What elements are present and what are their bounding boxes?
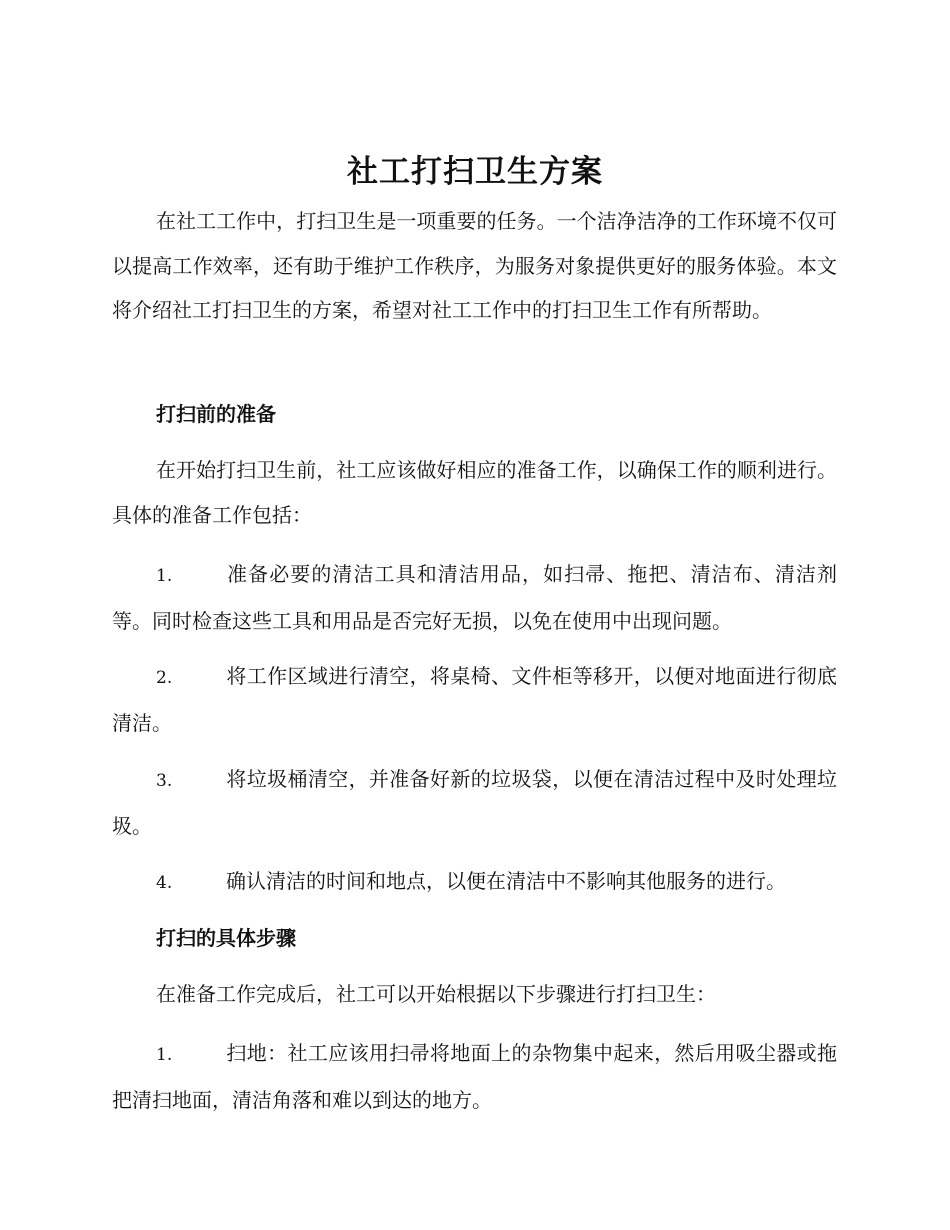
section-heading-steps: 打扫的具体步骤 [156, 926, 296, 950]
list-item-number: 4. [156, 873, 173, 893]
list-item [112, 1031, 837, 1122]
list-item [112, 552, 837, 643]
list-item-text: 确认清洁的时间和地点，以便在清洁中不影响其他服务的进行。 [226, 869, 786, 893]
list-item-text: 扫地：社工应该用扫帚将地面上的杂物集中起来，然后用吸尘器或拖把清扫地面，清洁角落和难以到达的地方。 [112, 1041, 837, 1112]
list-item [112, 859, 837, 906]
intro-paragraph: 在社工工作中，打扫卫生是一项重要的任务。一个洁净洁净的工作环境不仅可以提高工作效率，还有助于维护工作秩序，为服务对象提供更好的服务体验。本文将介绍社工打扫卫生的方案，希望对社工工作中的打扫卫生工作有所帮助。 [112, 209, 837, 322]
section-heading-preparation: 打扫前的准备 [156, 402, 276, 426]
list-item-number: 2. [156, 668, 173, 688]
document-title: 社工打扫卫生方案 [347, 154, 603, 190]
list-item-text: 准备必要的清洁工具和清洁用品，如扫帚、拖把、清洁布、清洁剂等。同时检查这些工具和用品是否完好无损，以免在使用中出现问题。 [112, 562, 837, 633]
list-item [112, 654, 837, 745]
list-item-text: 将垃圾桶清空，并准备好新的垃圾袋，以便在清洁过程中及时处理垃圾。 [112, 767, 837, 838]
steps-lead-paragraph: 在准备工作完成后，社工可以开始根据以下步骤进行打扫卫生： [156, 982, 716, 1006]
preparation-lead-paragraph: 在开始打扫卫生前，社工应该做好相应的准备工作，以确保工作的顺利进行。具体的准备工作包括： [112, 458, 837, 527]
list-item-number: 1. [156, 566, 173, 586]
list-item [112, 757, 837, 848]
list-item-number: 1. [156, 1045, 173, 1065]
list-item-number: 3. [156, 771, 173, 791]
list-item-text: 将工作区域进行清空，将桌椅、文件柜等移开，以便对地面进行彻底清洁。 [112, 664, 837, 735]
